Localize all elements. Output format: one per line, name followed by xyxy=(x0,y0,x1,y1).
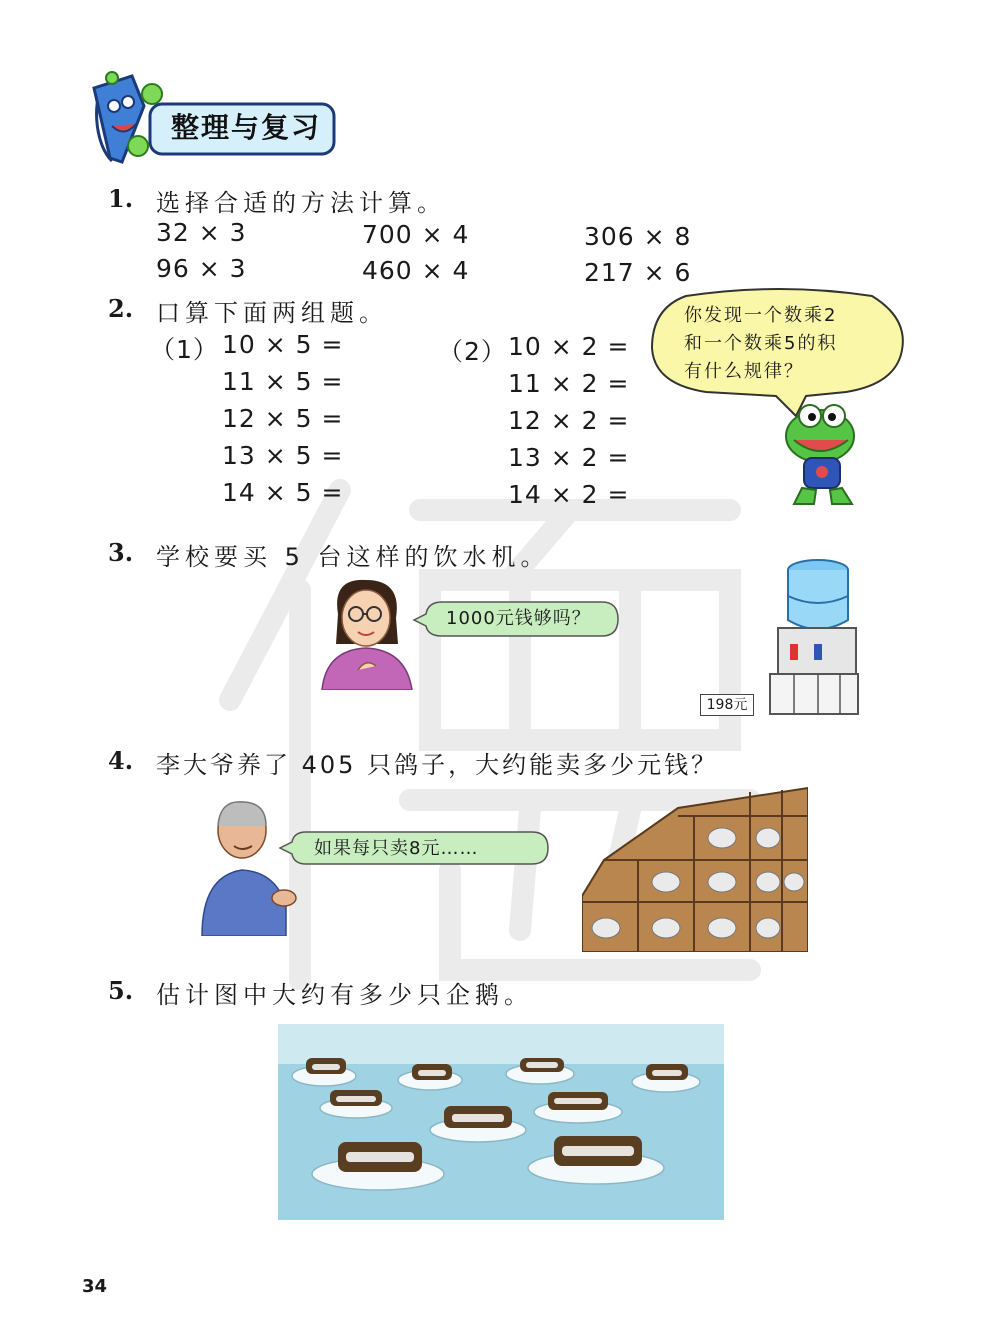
frog-bubble-line: 和一个数乘5的积 xyxy=(684,333,838,354)
q1-expr: 32 × 3 xyxy=(156,218,247,247)
q1-expr: 700 × 4 xyxy=(362,220,470,249)
teacher-bubble-text: 1000元钱够吗？ xyxy=(446,608,591,629)
q2-group2-label: （2） xyxy=(438,337,507,366)
q2-group2-expr: 12 × 2 = xyxy=(508,406,630,435)
question-2-number: 2. xyxy=(108,294,134,323)
penguins-illustration xyxy=(278,1024,724,1220)
q1-expr: 306 × 8 xyxy=(584,222,692,251)
page-number: 34 xyxy=(82,1276,108,1297)
q2-group2-expr: 13 × 2 = xyxy=(508,443,630,472)
grandpa-bubble-text: 如果每只卖8元…… xyxy=(314,838,479,859)
q2-group1-expr: 13 × 5 = xyxy=(222,441,344,470)
question-3-text: 学校要买 5 台这样的饮水机。 xyxy=(156,543,550,571)
q1-expr: 96 × 3 xyxy=(156,254,247,283)
pigeon-cages-illustration xyxy=(582,786,808,952)
q2-group2-expr: 14 × 2 = xyxy=(508,480,630,509)
banner-title: 整理与复习 xyxy=(170,111,321,144)
q2-group1-expr: 11 × 5 = xyxy=(222,367,344,396)
frog-bubble-line: 有什么规律？ xyxy=(684,361,804,382)
question-1-text: 选择合适的方法计算。 xyxy=(156,189,446,217)
q2-group2-expr: 11 × 2 = xyxy=(508,369,630,398)
teacher-illustration xyxy=(312,574,416,690)
price-tag: 198元 xyxy=(700,694,754,716)
q2-group1-expr: 12 × 5 = xyxy=(222,404,344,433)
frog-bubble-line: 你发现一个数乘2 xyxy=(684,305,838,326)
q2-group1-expr: 10 × 5 = xyxy=(222,330,344,359)
q1-expr: 217 × 6 xyxy=(584,258,692,287)
question-5-number: 5. xyxy=(108,976,134,1005)
question-4-text: 李大爷养了 405 只鸽子，大约能卖多少元钱？ xyxy=(156,751,719,779)
frog-illustration xyxy=(780,400,870,510)
q2-group1-expr: 14 × 5 = xyxy=(222,478,344,507)
question-2-text: 口算下面两组题。 xyxy=(156,299,388,327)
question-5-text: 估计图中大约有多少只企鹅。 xyxy=(156,981,533,1009)
question-1-number: 1. xyxy=(108,184,134,213)
q2-group1-label: （1） xyxy=(150,335,219,364)
q2-group2-expr: 10 × 2 = xyxy=(508,332,630,361)
question-4-number: 4. xyxy=(108,746,134,775)
question-3-number: 3. xyxy=(108,538,134,567)
water-dispenser-illustration xyxy=(764,556,860,716)
q1-expr: 460 × 4 xyxy=(362,256,470,285)
